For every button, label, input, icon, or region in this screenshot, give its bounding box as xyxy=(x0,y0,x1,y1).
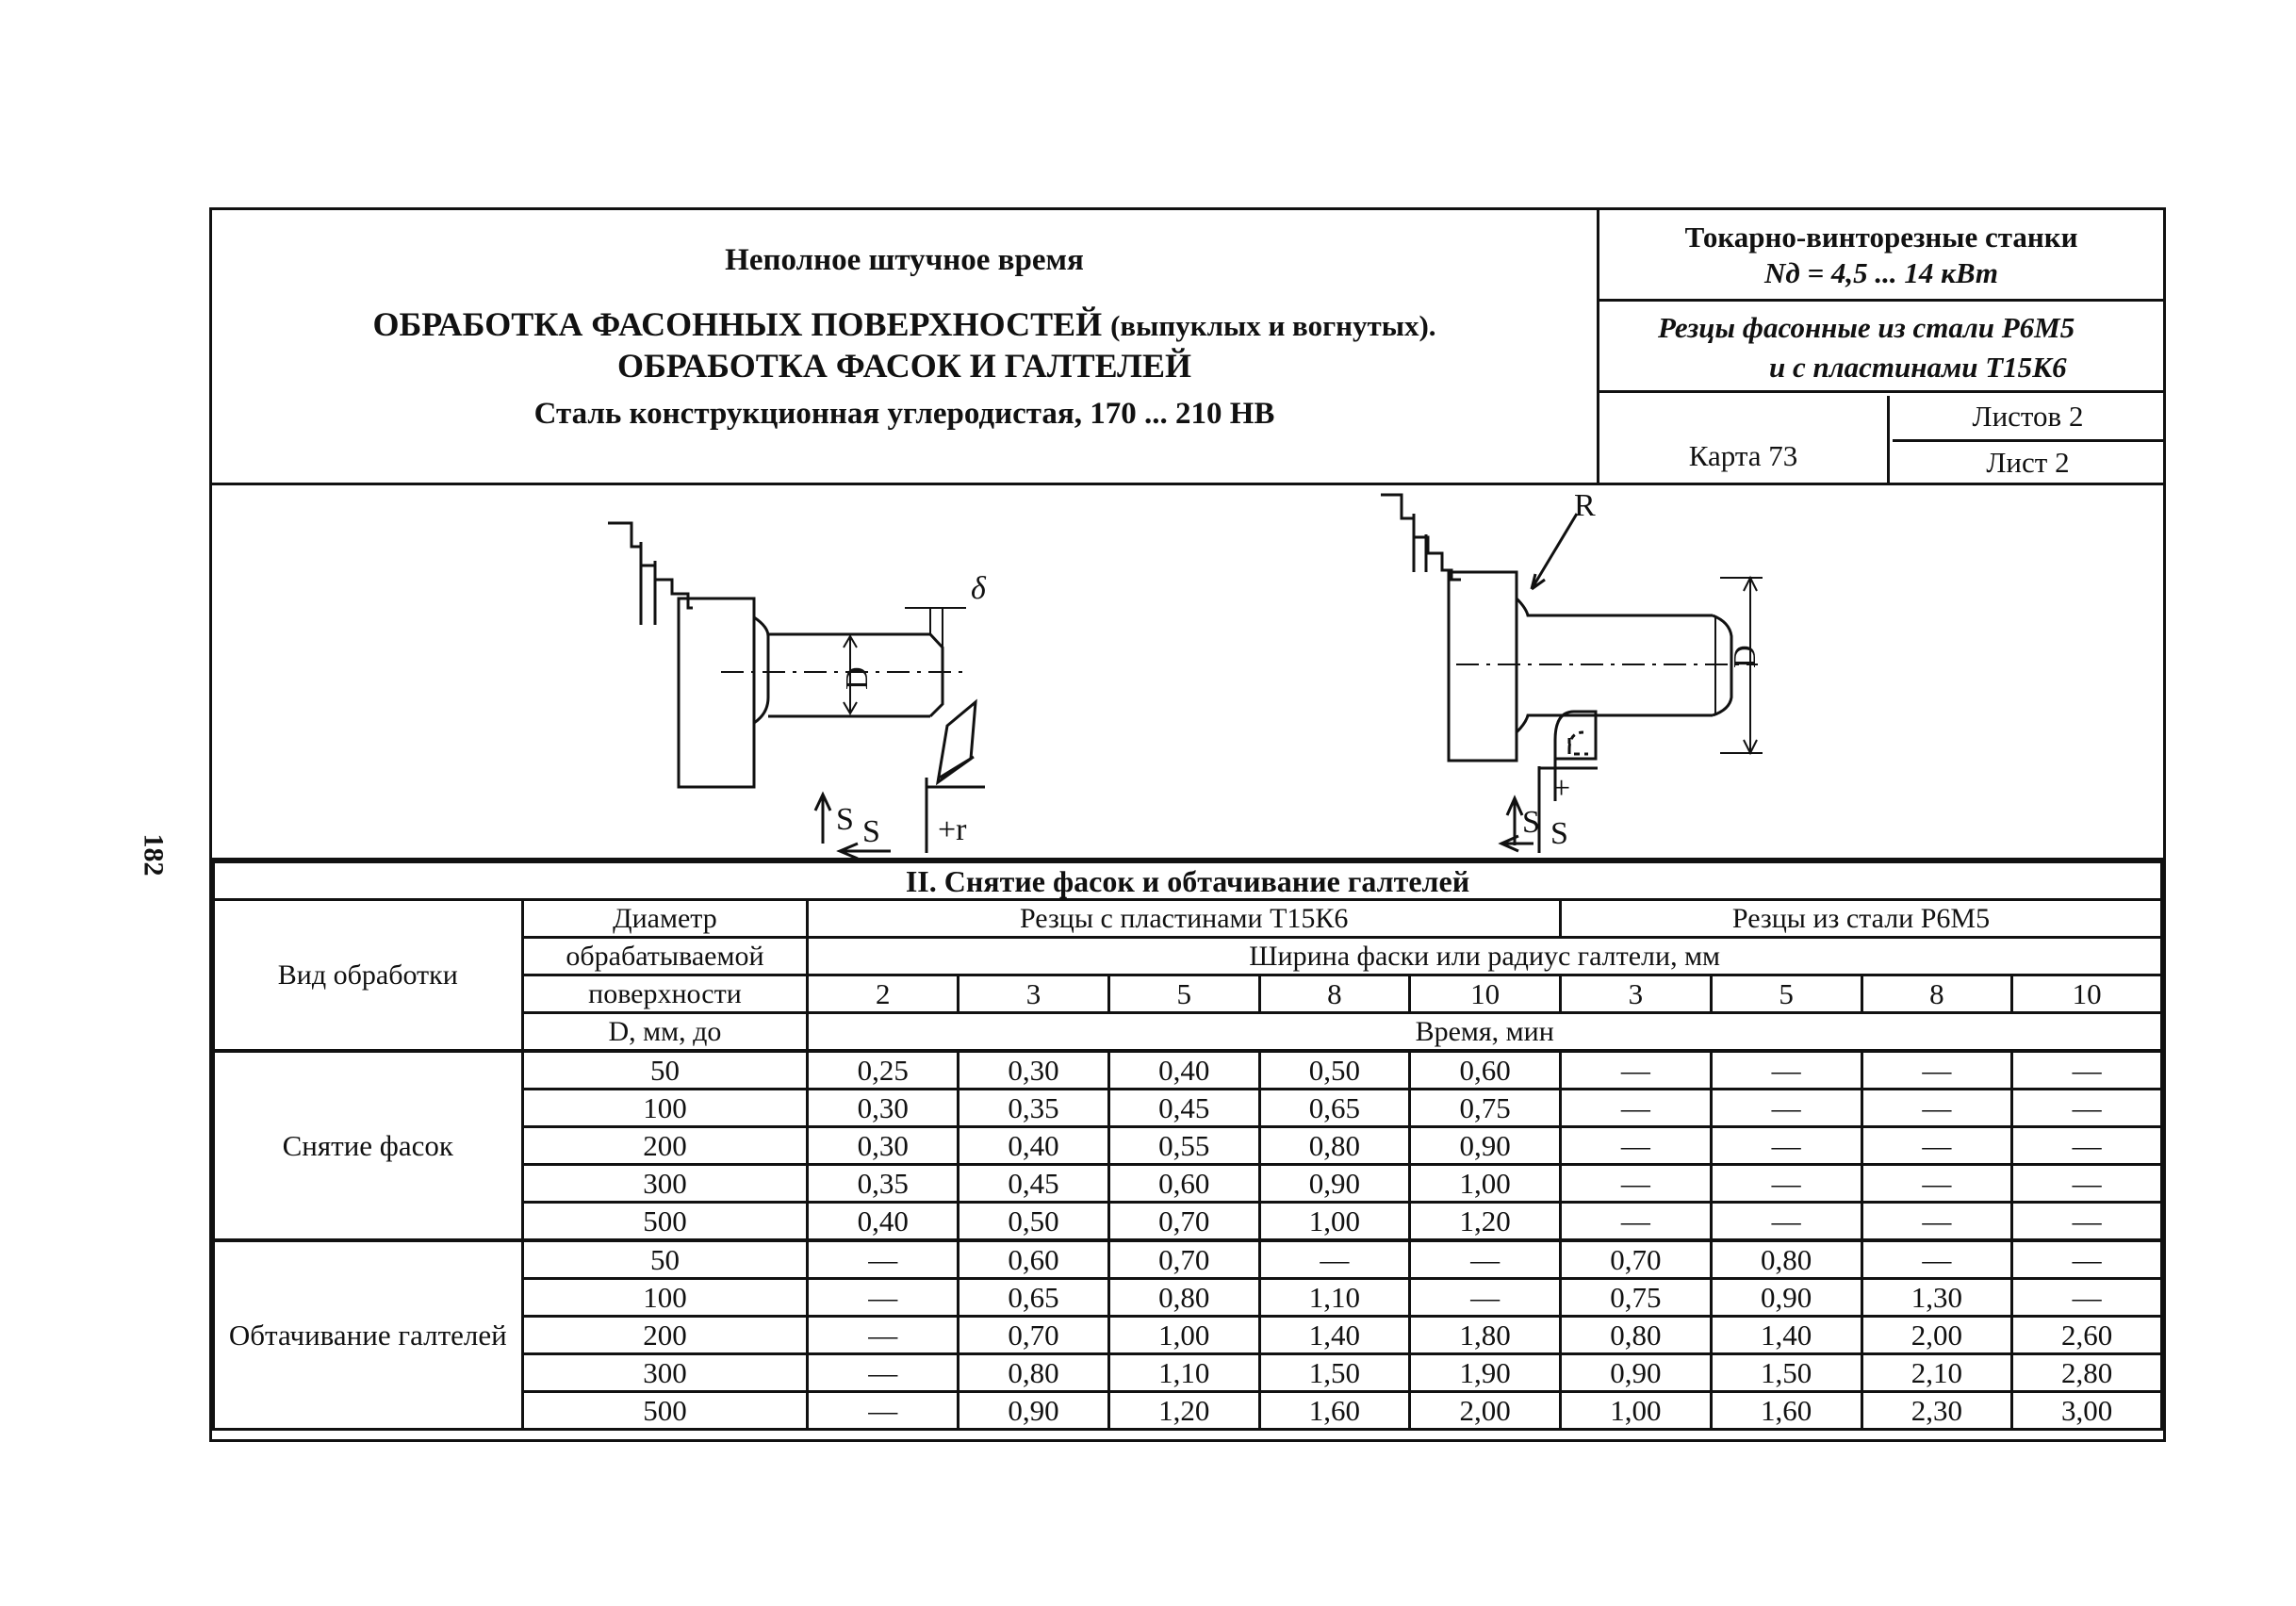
time-cell: 1,80 xyxy=(1410,1317,1561,1354)
time-cell: 1,60 xyxy=(1259,1392,1410,1430)
time-cell: — xyxy=(1861,1090,2012,1127)
group-header-p6m5: Резцы из стали Р6М5 xyxy=(1561,900,2162,938)
time-cell: — xyxy=(1711,1165,1861,1203)
time-cell: 0,75 xyxy=(1410,1090,1561,1127)
time-cell: 3,00 xyxy=(2012,1392,2162,1430)
card-number: Карта 73 xyxy=(1599,396,1890,483)
header-line2a: ОБРАБОТКА ФАСОННЫХ ПОВЕРХНОСТЕЙ xyxy=(372,305,1103,343)
time-cell: 0,45 xyxy=(959,1165,1109,1203)
time-cell: — xyxy=(808,1240,959,1279)
time-cell: 0,35 xyxy=(959,1090,1109,1127)
time-cell: 2,10 xyxy=(1861,1354,2012,1392)
time-cell: 1,40 xyxy=(1259,1317,1410,1354)
time-cell: 0,80 xyxy=(1561,1317,1712,1354)
time-cell: — xyxy=(1410,1279,1561,1317)
diam-cell: 50 xyxy=(522,1051,808,1090)
time-cell: — xyxy=(1561,1165,1712,1203)
header-material: Сталь конструкционная углеродистая, 170 ... 210 НВ xyxy=(533,397,1275,431)
width-header: Ширина фаски или радиус галтели, мм xyxy=(808,938,2162,975)
time-cell: — xyxy=(1861,1051,2012,1090)
time-cell: 0,30 xyxy=(808,1127,959,1165)
time-cell: — xyxy=(1861,1165,2012,1203)
machining-sketches xyxy=(212,485,2163,858)
time-cell: 0,30 xyxy=(959,1051,1109,1090)
time-cell: 0,70 xyxy=(1108,1203,1259,1241)
diam-cell: 100 xyxy=(522,1090,808,1127)
time-norms-table xyxy=(212,860,2163,1431)
tool-info xyxy=(1599,304,2163,393)
time-cell: 0,80 xyxy=(1711,1240,1861,1279)
time-cell: 2,30 xyxy=(1861,1392,2012,1430)
time-cell: 1,20 xyxy=(1410,1203,1561,1241)
width-p6m5: 8 xyxy=(1861,975,2012,1013)
time-cell: — xyxy=(808,1354,959,1392)
time-cell: 1,00 xyxy=(1259,1203,1410,1241)
table-row xyxy=(214,1051,2162,1090)
time-cell: 0,50 xyxy=(1259,1051,1410,1090)
left-feed-t-label: +r xyxy=(938,812,967,847)
time-cell: 2,00 xyxy=(1861,1317,2012,1354)
time-cell: 0,65 xyxy=(1259,1090,1410,1127)
time-cell: — xyxy=(1711,1127,1861,1165)
width-p6m5: 10 xyxy=(2012,975,2162,1013)
time-header: Время, мин xyxy=(808,1013,2162,1052)
width-t15k6: 5 xyxy=(1108,975,1259,1013)
diam-cell: 200 xyxy=(522,1127,808,1165)
time-cell: 0,80 xyxy=(1108,1279,1259,1317)
right-radius-label: R xyxy=(1574,488,1596,523)
time-cell: — xyxy=(1861,1127,2012,1165)
time-cell: 0,25 xyxy=(808,1051,959,1090)
time-cell: — xyxy=(808,1317,959,1354)
time-cell: — xyxy=(808,1392,959,1430)
time-cell: — xyxy=(2012,1051,2162,1090)
left-feed-s2-label: S xyxy=(862,814,880,849)
header-line3: ОБРАБОТКА ФАСОК И ГАЛТЕЛЕЙ xyxy=(616,347,1191,385)
time-cell: 1,20 xyxy=(1108,1392,1259,1430)
time-cell: 1,00 xyxy=(1561,1392,1712,1430)
time-cell: 0,90 xyxy=(1561,1354,1712,1392)
time-cell: 0,40 xyxy=(808,1203,959,1241)
page-number: 182 xyxy=(138,833,170,877)
width-t15k6: 3 xyxy=(959,975,1109,1013)
time-cell: 0,80 xyxy=(959,1354,1109,1392)
width-t15k6: 10 xyxy=(1410,975,1561,1013)
time-cell: — xyxy=(2012,1279,2162,1317)
diam-cell: 100 xyxy=(522,1279,808,1317)
tool-line1: Резцы фасонные из стали Р6М5 xyxy=(1658,311,2075,344)
col-header-diam-1: Диаметр xyxy=(522,900,808,938)
diam-cell: 50 xyxy=(522,1240,808,1279)
machine-line2: Nд = 4,5 ... 14 кВт xyxy=(1763,256,1999,289)
right-plus-label: + xyxy=(1552,771,1571,806)
header-line2b: (выпуклых и вогнутых). xyxy=(1110,309,1436,342)
time-cell: 2,60 xyxy=(2012,1317,2162,1354)
time-cell: — xyxy=(1259,1240,1410,1279)
right-dim-label: D xyxy=(1728,645,1763,668)
time-cell: 0,90 xyxy=(1259,1165,1410,1203)
sheet-number: Лист 2 xyxy=(1986,446,2070,479)
diam-cell: 300 xyxy=(522,1354,808,1392)
time-cell: — xyxy=(1711,1203,1861,1241)
left-dim-label: D xyxy=(840,666,875,690)
time-cell: 0,60 xyxy=(959,1240,1109,1279)
col-header-diam-2: обрабатываемой xyxy=(522,938,808,975)
time-cell: 0,35 xyxy=(808,1165,959,1203)
right-sketch-fillet xyxy=(1381,488,1763,853)
time-cell: 1,50 xyxy=(1259,1354,1410,1392)
width-p6m5: 5 xyxy=(1711,975,1861,1013)
time-cell: 0,40 xyxy=(1108,1051,1259,1090)
header-line2 xyxy=(212,304,1597,385)
time-cell: — xyxy=(1561,1127,1712,1165)
col-header-diam-3: поверхности xyxy=(522,975,808,1013)
left-delta-label: δ xyxy=(971,571,986,606)
time-cell: 0,40 xyxy=(959,1127,1109,1165)
time-cell: 0,70 xyxy=(1108,1240,1259,1279)
width-t15k6: 2 xyxy=(808,975,959,1013)
time-cell: 0,80 xyxy=(1259,1127,1410,1165)
header-info-block xyxy=(1599,210,2163,483)
time-cell: 1,00 xyxy=(1108,1317,1259,1354)
card-header xyxy=(212,210,2163,485)
time-cell: — xyxy=(2012,1090,2162,1127)
time-cell: 0,45 xyxy=(1108,1090,1259,1127)
diam-cell: 500 xyxy=(522,1392,808,1430)
time-cell: — xyxy=(1861,1203,2012,1241)
time-cell: 1,90 xyxy=(1410,1354,1561,1392)
time-cell: — xyxy=(1561,1203,1712,1241)
figure-area xyxy=(212,485,2163,860)
time-cell: 0,75 xyxy=(1561,1279,1712,1317)
time-cell: — xyxy=(2012,1203,2162,1241)
time-cell: 1,30 xyxy=(1861,1279,2012,1317)
time-cell: 0,60 xyxy=(1108,1165,1259,1203)
width-t15k6: 8 xyxy=(1259,975,1410,1013)
time-cell: 1,60 xyxy=(1711,1392,1861,1430)
machine-line1: Токарно-винторезные станки xyxy=(1684,221,2078,254)
time-cell: 1,50 xyxy=(1711,1354,1861,1392)
time-cell: 1,00 xyxy=(1410,1165,1561,1203)
time-cell: — xyxy=(2012,1165,2162,1203)
left-feed-s1-label: S xyxy=(836,802,854,837)
time-cell: — xyxy=(1561,1090,1712,1127)
time-cell: — xyxy=(1711,1051,1861,1090)
time-cell: 1,40 xyxy=(1711,1317,1861,1354)
time-cell: 2,00 xyxy=(1410,1392,1561,1430)
time-cell: 0,70 xyxy=(959,1317,1109,1354)
col-header-type: Вид обработки xyxy=(214,900,523,1052)
time-cell: — xyxy=(2012,1127,2162,1165)
time-cell: 0,70 xyxy=(1561,1240,1712,1279)
time-cell: 0,30 xyxy=(808,1090,959,1127)
time-cell: — xyxy=(808,1279,959,1317)
diam-cell: 200 xyxy=(522,1317,808,1354)
time-cell: 1,10 xyxy=(1108,1354,1259,1392)
diam-cell: 500 xyxy=(522,1203,808,1241)
time-cell: — xyxy=(1861,1240,2012,1279)
section-chamfer: Снятие фасок xyxy=(214,1051,523,1240)
right-feed-s2-label: S xyxy=(1550,816,1568,851)
right-feed-s1-label: S xyxy=(1522,805,1540,840)
table-row xyxy=(214,1240,2162,1279)
width-p6m5: 3 xyxy=(1561,975,1712,1013)
time-cell: 0,60 xyxy=(1410,1051,1561,1090)
time-cell: — xyxy=(2012,1240,2162,1279)
time-cell: — xyxy=(1410,1240,1561,1279)
card-numbering xyxy=(1599,396,2163,483)
card-frame xyxy=(209,207,2166,1442)
table-title: II. Снятие фасок и обтачивание галтелей xyxy=(214,862,2162,900)
machine-info xyxy=(1599,210,2163,302)
time-cell: 2,80 xyxy=(2012,1354,2162,1392)
time-cell: 0,65 xyxy=(959,1279,1109,1317)
time-cell: — xyxy=(1711,1090,1861,1127)
time-cell: 0,90 xyxy=(959,1392,1109,1430)
left-sketch-chamfer xyxy=(608,523,987,858)
time-cell: 0,90 xyxy=(1410,1127,1561,1165)
time-cell: 0,90 xyxy=(1711,1279,1861,1317)
time-cell: 0,50 xyxy=(959,1203,1109,1241)
header-title-block xyxy=(212,210,1599,483)
header-line1: Неполное штучное время xyxy=(725,243,1084,277)
diam-cell: 300 xyxy=(522,1165,808,1203)
tool-line2: и с пластинами Т15К6 xyxy=(1769,351,2067,384)
time-cell: 1,10 xyxy=(1259,1279,1410,1317)
sheets-count: Листов 2 xyxy=(1893,396,2163,442)
section-fillet: Обтачивание галтелей xyxy=(214,1240,523,1430)
time-cell: 0,55 xyxy=(1108,1127,1259,1165)
col-header-diam-4: D, мм, до xyxy=(522,1013,808,1052)
time-cell: — xyxy=(1561,1051,1712,1090)
group-header-t15k6: Резцы с пластинами Т15К6 xyxy=(808,900,1561,938)
